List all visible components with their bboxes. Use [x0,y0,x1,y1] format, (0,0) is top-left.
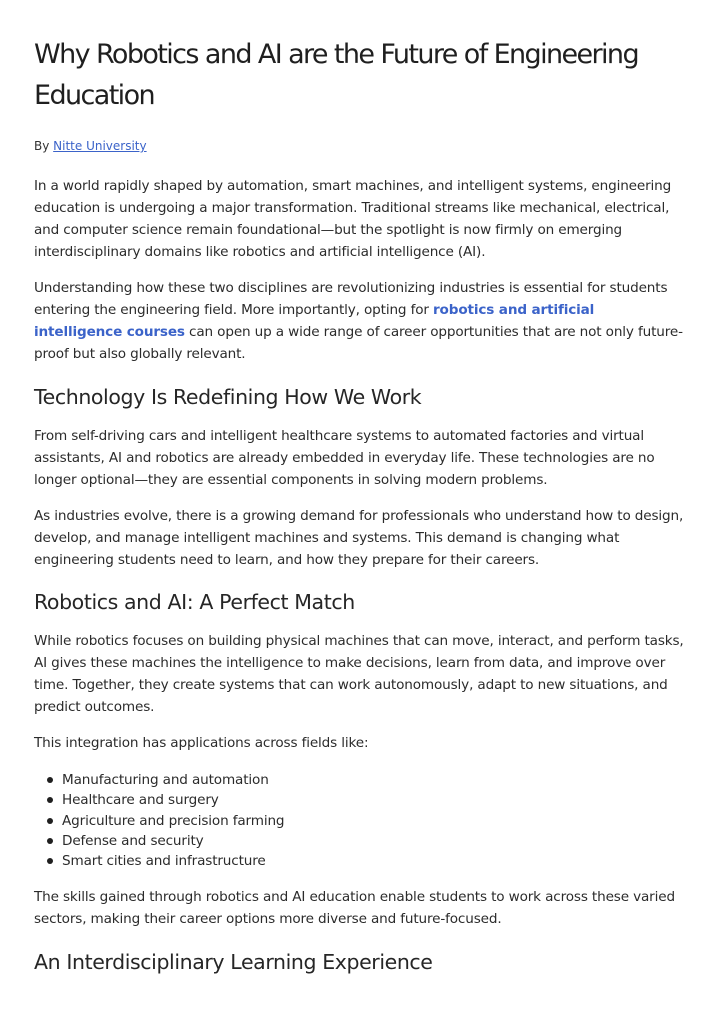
applications-list [34,770,686,871]
list-item [62,851,686,871]
bullet-icon [47,777,53,783]
intro-paragraph-1: In a world rapidly shaped by automation, smart machines, and intelligent systems, engineering education is undergoing a major transformation. Traditional streams like mechanical, electrical, and computer science remain foundational—but the spotlight is now firmly on emerging interdisciplinary domains like robotics and artificial intelligence (AI). [34,178,672,260]
section-heading-robotics-ai: Robotics and AI: A Perfect Match [34,590,355,614]
list-item-text: Healthcare and surgery [62,792,219,809]
list-item-text: Smart cities and infrastructure [62,853,266,870]
list-item-text: Defense and security [62,832,204,849]
intro-paragraph-2-text-after: can open up a wide range of career opportunities that are not only future-proof but also globally relevant. [34,324,683,362]
robotics-paragraph-1: While robotics focuses on building physical machines that can move, interact, and perform tasks, AI gives these machines the intelligence to make decisions, learn from data, and improve over time. Together, they create systems that can work autonomously, adapt to new situations, and predict outcomes. [34,633,684,715]
robotics-paragraph-2: This integration has applications across fields like: [34,735,369,751]
intro-paragraph-2 [34,277,686,365]
author-link[interactable]: Nitte University [53,139,147,153]
section-heading-technology: Technology Is Redefining How We Work [34,385,422,409]
bullet-icon [47,797,53,803]
list-item [62,831,686,851]
bullet-icon [47,858,53,864]
list-item [62,770,686,790]
list-item-text: Agriculture and precision farming [62,812,285,829]
technology-paragraph-2: As industries evolve, there is a growing demand for professionals who understand how to design, develop, and manage intelligent machines and systems. This demand is changing what engineering students need to learn, and how they prepare for their careers. [34,508,684,568]
technology-paragraph-1: From self-driving cars and intelligent healthcare systems to automated factories and virtual assistants, AI and robotics are already embedded in everyday life. These technologies are no longer optional—they are essential components in solving modern problems. [34,428,655,488]
bullet-icon [47,838,53,844]
list-item [62,811,686,831]
robotics-closing-paragraph: The skills gained through robotics and AI education enable students to work across these varied sectors, making their career options more diverse and future-focused. [34,889,675,928]
byline [34,138,686,154]
list-item-text: Manufacturing and automation [62,772,269,788]
courses-link[interactable]: robotics and artificial intelligence courses [34,302,595,340]
section-heading-interdisciplinary: An Interdisciplinary Learning Experience [34,950,433,975]
page-title: Why Robotics and AI are the Future of Engineering Education [34,39,638,111]
bullet-icon [47,818,53,824]
list-item [62,790,686,810]
intro-paragraph-2-text-before: Understanding how these two disciplines are revolutionizing industries is essential for students entering the engineering field. More importantly, opting for [34,280,668,318]
byline-prefix: By [34,139,54,153]
